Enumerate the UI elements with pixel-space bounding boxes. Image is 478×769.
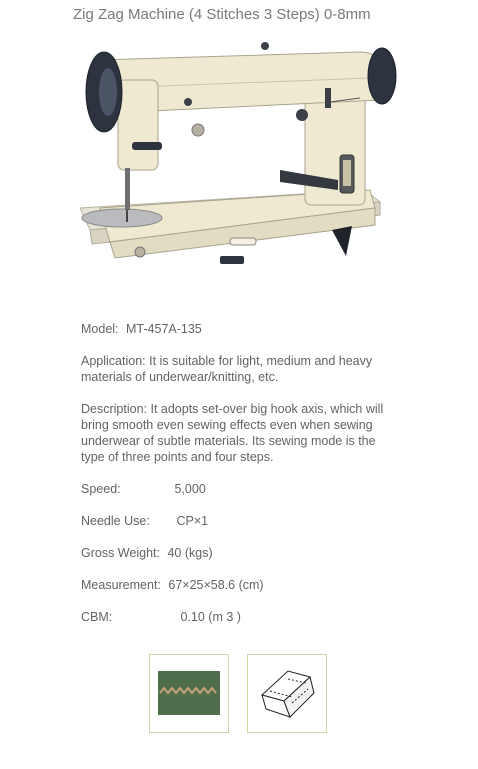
cbm-value: 0.10 (m 3 ) [180,610,241,624]
measurement-value: 67×25×58.6 (cm) [168,578,264,592]
measurement-label: Measurement: [81,578,161,592]
cbm-label: CBM: [81,610,113,624]
weight-value: 40 (kgs) [167,546,213,560]
model-value: MT-457A-135 [126,322,202,336]
spec-cbm [81,609,241,625]
speed-value: 5,000 [174,482,206,496]
spec-model [81,321,202,337]
spec-application: Application: It is suitable for light, medium and heavy materials of underwear/knitting, etc. [81,354,373,384]
thumbnail-zigzag-stitch[interactable] [149,654,229,733]
model-label: Model: [81,322,119,336]
product-title: Zig Zag Machine (4 Stitches 3 Steps) 0-8mm [73,6,371,23]
needle-value: CP×1 [176,514,209,528]
speed-label: Speed: [81,482,121,496]
needle-label: Needle Use: [81,514,150,528]
spec-speed [81,481,206,497]
spec-measurement [81,577,264,593]
weight-label: Gross Weight: [81,546,160,560]
thumbnail-hemming-diagram[interactable] [247,654,327,733]
spec-weight [81,545,213,561]
spec-needle [81,513,208,529]
sewing-machine-image [70,30,400,280]
spec-description: Description: It adopts set-over big hook axis, which will bring smooth even sewing effects even when sewing underwear of subtle materials. Its sewing mode is the type of three points and four steps. [81,402,384,464]
